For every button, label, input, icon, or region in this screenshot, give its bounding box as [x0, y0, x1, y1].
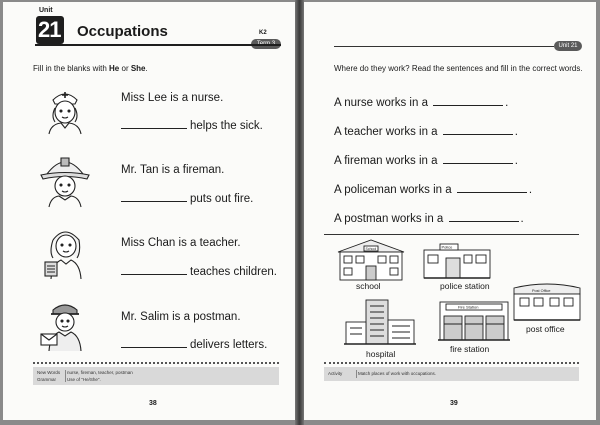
sentence-2: [334, 126, 518, 138]
page-number-right: 39: [450, 400, 458, 407]
sentence-1: [334, 97, 508, 109]
instruction-end: .: [145, 64, 148, 73]
fire-sign: Fire Station: [458, 304, 479, 310]
sentence-1-end: .: [505, 97, 509, 109]
new-words-label: New Words: [37, 370, 61, 375]
section-rule: [324, 234, 579, 235]
sentence-3-blank[interactable]: [443, 162, 513, 164]
statement-1: Miss Lee is a nurse.: [121, 92, 224, 104]
instruction-she: She: [130, 64, 146, 73]
answer-line-2: [121, 193, 253, 205]
caption-fire-station: fire station: [450, 344, 490, 354]
caption-school: school: [356, 281, 381, 291]
completion-4: delivers letters.: [190, 339, 268, 351]
header-rule: [334, 46, 554, 47]
answer-line-3: [121, 266, 277, 278]
right-instruction: Where do they work? Read the sentences and fill in the correct words.: [334, 64, 583, 73]
blank-2[interactable]: [121, 200, 187, 202]
grammar-label: Grammar: [37, 377, 56, 382]
instruction-text: Fill in the blanks with: [33, 64, 110, 73]
sentence-4-blank[interactable]: [457, 191, 527, 193]
activity-label: Activity: [328, 371, 343, 376]
sentence-3-text: A fireman works in a: [334, 155, 438, 167]
footer-box-right: [324, 367, 579, 381]
level-label: K2: [259, 30, 267, 36]
post-sign: Post Office: [532, 289, 551, 293]
fireman-icon: [37, 152, 93, 208]
instruction-or: or: [119, 64, 131, 73]
blank-1[interactable]: [121, 127, 187, 129]
grammar-note: Use of "He/She".: [67, 377, 101, 382]
completion-2: puts out fire.: [190, 193, 254, 205]
sentence-4-text: A policeman works in a: [334, 184, 452, 196]
footer-divider: [33, 362, 279, 364]
footer-divider-right: [324, 362, 579, 364]
caption-police-station: police station: [440, 281, 490, 291]
fire-station-icon: [438, 298, 510, 342]
right-page: [304, 2, 596, 420]
unit-number: 21: [38, 17, 61, 42]
blank-3[interactable]: [121, 273, 187, 275]
unit-badge: [36, 5, 74, 45]
school-sign: School: [365, 247, 377, 251]
sentence-5-blank[interactable]: [449, 220, 519, 222]
answer-line-4: [121, 339, 267, 351]
answer-line-1: [121, 120, 263, 132]
sentence-4-end: .: [528, 184, 533, 196]
footer-box: [33, 367, 279, 385]
sentence-1-blank[interactable]: [433, 104, 503, 106]
completion-1: helps the sick.: [190, 120, 263, 132]
footer-separator-right: [356, 370, 357, 378]
unit-badge: Unit 21: [554, 41, 582, 51]
activity-note: Match places of work with occupations.: [358, 371, 437, 376]
sentence-3: [334, 155, 518, 167]
page-number-left: 38: [149, 400, 157, 407]
instruction-he: He: [109, 64, 120, 73]
hospital-icon: [344, 298, 416, 348]
statement-2: Mr. Tan is a fireman.: [121, 164, 225, 176]
title-rule: [35, 44, 281, 46]
footer-separator: [65, 370, 66, 382]
statement-4: Mr. Salim is a postman.: [121, 311, 241, 323]
police-sign: Police: [441, 244, 453, 250]
sentence-5-end: .: [520, 213, 524, 225]
police-station-icon: [422, 242, 492, 280]
left-page: [3, 2, 295, 420]
caption-hospital: hospital: [366, 349, 396, 359]
sentence-2-text: A teacher works in a: [334, 126, 438, 138]
statement-3: Miss Chan is a teacher.: [121, 237, 241, 249]
sentence-1-text: A nurse works in a: [334, 97, 428, 109]
sentence-3-end: .: [514, 155, 518, 167]
left-instruction: [33, 64, 148, 73]
sentence-2-blank[interactable]: [443, 133, 513, 135]
nurse-icon: [39, 86, 91, 136]
sentence-5: [334, 213, 524, 225]
blank-4[interactable]: [121, 346, 187, 348]
unit-word: Unit: [39, 7, 53, 14]
postman-icon: [37, 298, 93, 352]
completion-3: teaches children.: [190, 266, 277, 278]
sentence-5-text: A postman works in a: [334, 213, 444, 225]
post-office-icon: [512, 282, 582, 322]
book-gutter: [295, 0, 304, 425]
sentence-4: [334, 184, 532, 196]
caption-post-office: post office: [526, 324, 565, 334]
school-icon: [336, 238, 406, 282]
new-words: nurse, fireman, teacher, postman: [67, 370, 133, 375]
sentence-2-end: .: [514, 126, 518, 138]
teacher-icon: [39, 224, 91, 280]
page-title: Occupations: [77, 23, 168, 40]
